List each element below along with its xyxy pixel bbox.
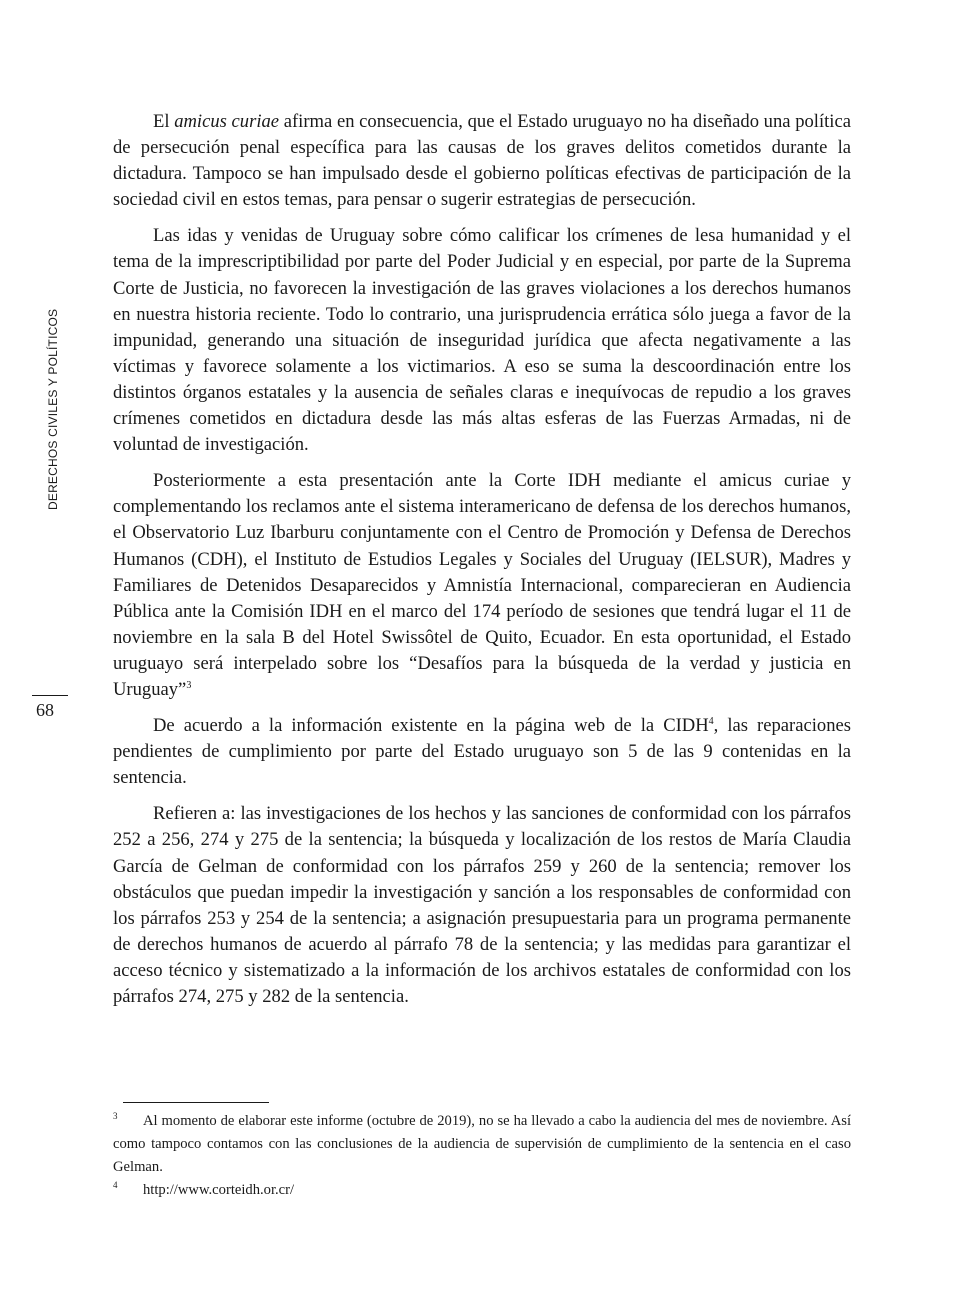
footnote-ref-3: 3 bbox=[186, 679, 192, 691]
paragraph-1-lead: El bbox=[153, 111, 175, 132]
footnote-4: 4 http://www.corteidh.or.cr/ bbox=[113, 1180, 295, 1198]
paragraph-4-before: De acuerdo a la información existente en la página web de la CIDH bbox=[153, 715, 709, 737]
footnote-3: 3 Al momento de elaborar este informe (octubre de 2019), no se ha llevado a cabo la audiencia del mes de noviembre. Así como tampoco contamos con las conclusiones de la audiencia de supervisión de cumplimiento de la sentencia en el caso Gelman. bbox=[113, 1111, 851, 1175]
paragraph-4-after: , las reparaciones pendientes de cumplimiento por parte del Estado uruguayo son 5 de las 9 contenidas en la sentencia. bbox=[113, 715, 851, 789]
footnote-link[interactable]: http://www.corteidh.or.cr/ bbox=[143, 1182, 295, 1198]
footnotes bbox=[113, 1110, 851, 1202]
paragraph-1 bbox=[113, 109, 851, 213]
body-text bbox=[113, 109, 851, 1020]
running-header: DERECHOS CIVILES Y POLÍTICOS bbox=[46, 308, 60, 510]
page-number: 68 bbox=[36, 700, 54, 720]
footnote-separator bbox=[123, 1102, 269, 1103]
footnote-text: Al momento de elaborar este informe (octubre de 2019), no se ha llevado a cabo la audiencia del mes de noviembre. Así como tampoco contamos con las conclusiones de la audiencia de supervisión de cumplimiento de la sentencia en el caso Gelman. bbox=[113, 1113, 851, 1175]
paragraph-4 bbox=[113, 713, 851, 791]
paragraph-3 bbox=[113, 468, 851, 703]
paragraph-3-text: Posteriormente a esta presentación ante la Corte IDH mediante el amicus curiae y complementando los reclamos ante el sistema interamericano de defensa de los derechos humanos, el Observatorio Luz Ibarburu conjuntamente con el Centro de Promoción y Defensa de Derechos Humanos (CDH), el Instituto de Estudios Legales y Sociales del Uruguay (IELSUR), Madres y Familiares de Detenidos Desaparecidos y Amnistía Internacional, comparecieran en Audiencia Pública ante la Comisión IDH en el marco del 174 período de sesiones que tendrá lugar el 11 de noviembre en la sala B del Hotel Swissôtel de Quito, Ecuador. En esta oportunidad, el Estado uruguayo será interpelado sobre los “Desafíos para la búsqueda de la verdad y justicia en Uruguay” bbox=[113, 470, 851, 700]
page-number-rule bbox=[32, 695, 68, 696]
paragraph-1-italic: amicus curiae bbox=[174, 111, 280, 132]
footnote-ref-4: 4 bbox=[708, 715, 714, 727]
paragraph-5: Refieren a: las investigaciones de los hechos y las sanciones de conformidad con los párrafos 252 a 256, 274 y 275 de la sentencia; la búsqueda y localización de los restos de María Claudia García de Gelman de conformidad con los párrafos 259 y 260 de la sentencia; remover los obstáculos que puedan impedir la investigación y sanción a los responsables de conformidad con los párrafos 253 y 254 de la sentencia; a asignación presupuestaria para un programa permanente de derechos humanos de acuerdo al párrafo 78 de la sentencia; y las medidas para garantizar el acceso técnico y sistematizado a la información de los archivos estatales de conformidad con los párrafos 274, 275 y 282 de la sentencia. bbox=[113, 803, 851, 1007]
paragraph-2: Las idas y venidas de Uruguay sobre cómo calificar los crímenes de lesa humanidad y el tema de la imprescriptibilidad por parte del Poder Judicial y en especial, por parte de la Suprema Corte de Justicia, no favorecen la investigación de las graves violaciones a los derechos humanos en nuestra historia reciente. Todo lo contrario, una jurisprudencia errática sólo juega a favor de la impunidad, generando una situación de inseguridad jurídica que afecta negativamente a las víctimas y favorece solamente a los victimarios. A eso se suma la descoordinación entre los distintos órganos estatales y la ausencia de señales claras e inequívocas de repudio a los graves crímenes cometidos en dictadura desde las más altas esferas de las Fuerzas Armadas, ni de voluntad de investigación. bbox=[113, 225, 851, 456]
paragraph-1-rest: afirma en consecuencia, que el Estado uruguayo no ha diseñado una política de persecución penal específica para las causas de los graves delitos cometidos durante la dictadura. Tampoco se han impulsado desde el gobierno políticas efectivas de participación de la sociedad civil en estos temas, para pensar o sugerir estrategias de persecución. bbox=[113, 111, 851, 211]
